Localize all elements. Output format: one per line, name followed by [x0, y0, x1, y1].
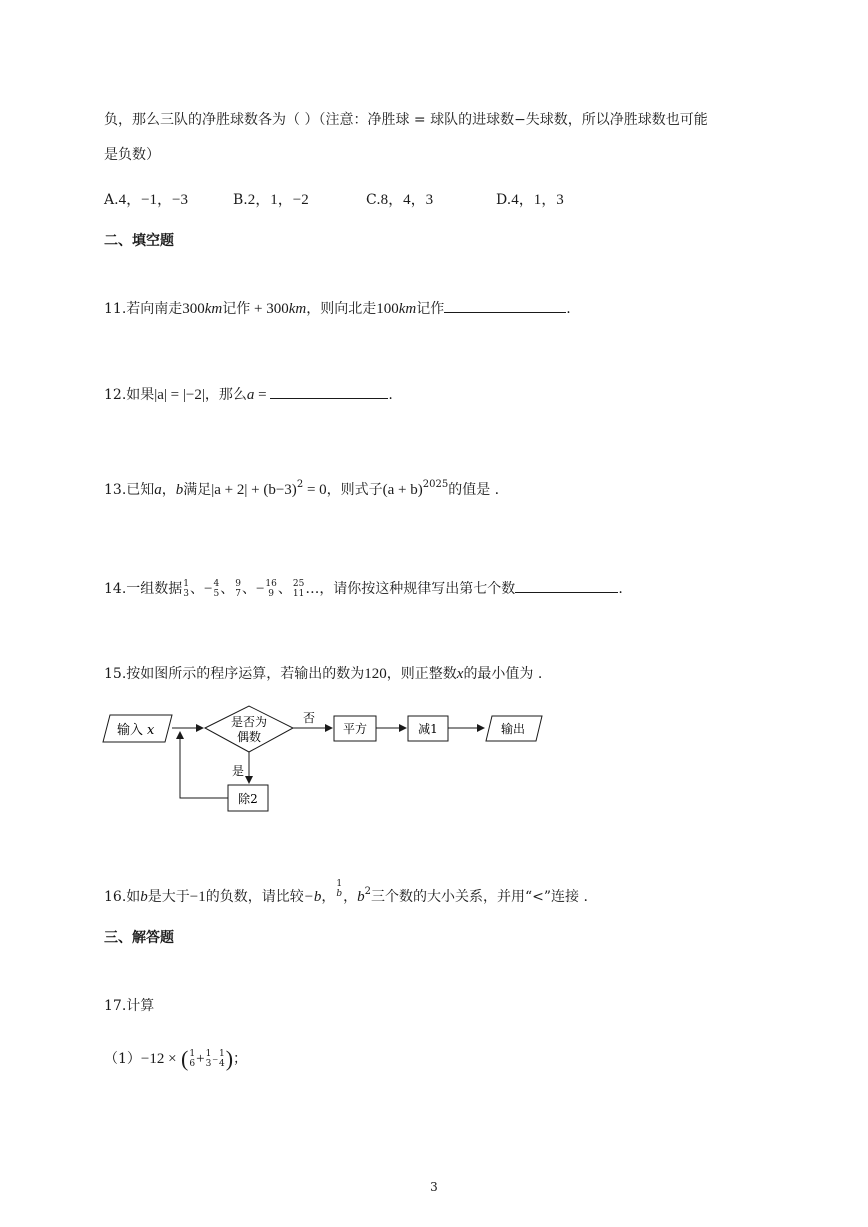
flow-divide2-label: 除2 [238, 792, 258, 806]
sequence-fraction: 9 7 [235, 579, 241, 599]
sequence-separator: 、 [241, 581, 256, 597]
flow-square-box [334, 716, 376, 741]
sequence-fraction: 1 3 [183, 579, 189, 599]
section-heading-fill-in: 二、填空题 [104, 233, 174, 249]
flow-output-label: 输出 [500, 722, 526, 736]
sequence-separator: 、 [220, 581, 235, 597]
answer-blank [270, 384, 388, 399]
flow-input-label: 输入 [117, 723, 144, 738]
flow-input-variable: x [147, 723, 155, 738]
sequence-fraction: 25 11 [292, 579, 305, 599]
flow-minus1-label: 减1 [418, 722, 438, 736]
q10-line1: 负，那么三队的净胜球数各为（ ）（注意：净胜球 = 球队的进球数−失球数，所以净胜球数也可能 [104, 112, 708, 128]
flow-decision-line1: 是否为 [230, 715, 268, 729]
q10-option-b: B.2，1，−2 [233, 192, 309, 208]
flow-input-shape [103, 715, 172, 742]
q10-option-d: D.4，1，3 [496, 192, 564, 208]
flow-decision-line2: 偶数 [236, 730, 262, 744]
question-17-part1: （1）−12 × ( 1 6 + 1 3 − 1 4 )； [104, 1046, 248, 1071]
question-14: 14.一组数据 1 3 、− 4 5 、 9 7 、− 16 9 、 25 11 …，请你按这种规律写出第七个数 . [104, 579, 623, 599]
flow-yes-label: 是 [232, 764, 245, 778]
sequence-separator: 、 [190, 581, 204, 597]
question-17-title: 17.计算 [104, 998, 155, 1014]
sequence-fraction: 16 9 [265, 579, 277, 599]
sequence-sign: − [204, 581, 213, 597]
sequence-sign: − [255, 581, 265, 597]
flow-minus1-box [408, 716, 448, 741]
flow-no-label: 否 [303, 711, 316, 725]
answer-blank [515, 578, 618, 593]
question-11: 11.若向南走300km记作 + 300km，则向北走100km记作 . [104, 298, 571, 319]
flow-square-label: 平方 [342, 722, 368, 736]
q10-line2: 是负数） [104, 147, 160, 163]
fraction-1-3: 1 3 [205, 1049, 212, 1069]
q10-option-a: A.4，−1，−3 [104, 192, 188, 208]
question-15: 15.按如图所示的程序运算，若输出的数为120，则正整数x的最小值为 . [104, 666, 543, 682]
q14-sequence [182, 581, 305, 597]
fraction-1-4: 1 4 [218, 1049, 225, 1069]
fraction-one-over-b: 1 b [336, 879, 343, 899]
flow-decision-shape [205, 706, 293, 752]
answer-blank [444, 298, 566, 313]
question-16: 16.如b是大于−1的负数，请比较−b， 1 b ，$b^2$三个数的大小关系，并用“<”连接 . [104, 879, 588, 905]
sequence-separator: 、 [277, 581, 292, 597]
flow-output-shape [486, 716, 542, 741]
page-number: 3 [430, 1180, 438, 1194]
section-heading-answer: 三、解答题 [104, 930, 174, 946]
flow-divide2-box [228, 785, 268, 811]
fraction-1-6: 1 6 [189, 1049, 196, 1069]
question-13: 13.已知a，b满足$|a + 2| + (b-3)^2 = 0$，则式子$(a + b)^{2025}$的值是 . [104, 479, 500, 498]
q10-option-c: C.8，4，3 [366, 192, 434, 208]
sequence-fraction: 4 5 [213, 579, 220, 599]
question-12: 12.如果|a| = |−2|，那么a = . [104, 384, 393, 405]
